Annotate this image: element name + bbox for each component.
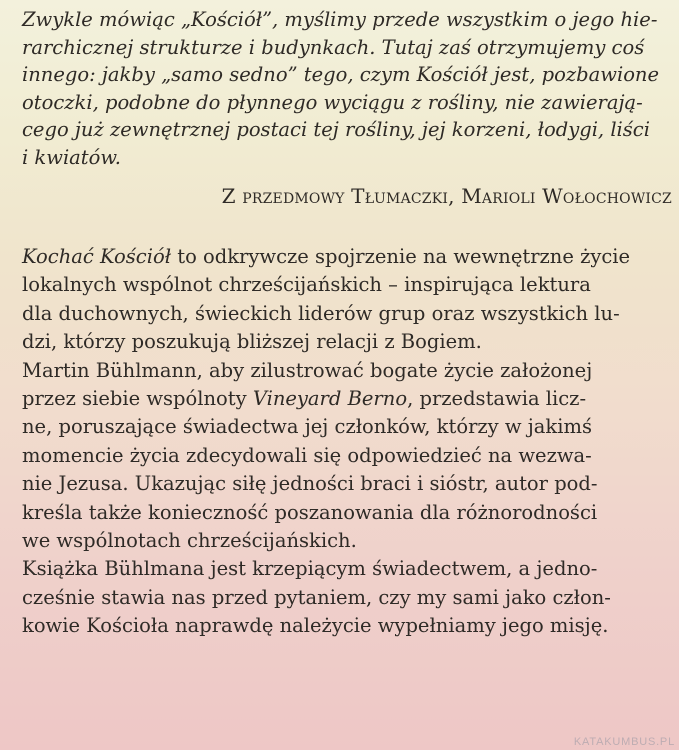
description-line: Książka Bühlmana jest krzepiącym świadectwem, a jedno- <box>22 557 598 581</box>
description-line: dla duchownych, świeckich liderów grup oraz wszystkich lu- <box>22 301 620 325</box>
description-line: nie Jezusa. Ukazując siłę jedności braci i sióstr, autor pod- <box>22 472 598 496</box>
description-text: przez siebie wspólnoty <box>22 387 253 411</box>
quote-line: innego: jakby „samo sedno” tego, czym Kościół jest, pozbawione <box>22 63 660 86</box>
back-cover-text <box>22 6 672 641</box>
description-line: momencie życia zdecydowali się odpowiedzieć na wezwa- <box>22 443 592 467</box>
watermark: KATAKUMBUS.PL <box>573 736 675 748</box>
quote-line: Zwykle mówiąc „Kościół”, myślimy przede wszystkim o jego hie- <box>22 8 658 31</box>
description-line: cześnie stawia nas przed pytaniem, czy my sami jako człon- <box>22 585 611 609</box>
quote-line: rarchicznej strukturze i budynkach. Tutaj zaś otrzymujemy coś <box>22 35 645 59</box>
quote-line: otoczki, podobne do płynnego wyciągu z rośliny, nie zawierają- <box>22 90 643 114</box>
book-title: Kochać Kościół <box>22 245 172 268</box>
description-line <box>22 243 662 271</box>
quote-line: cego już zewnętrznej postaci tej rośliny, jej korzeni, łodygi, liści <box>22 118 650 141</box>
quote-line: i kwiatów. <box>22 145 121 169</box>
description-line: kowie Kościoła naprawdę należycie wypełniamy jego misję. <box>22 614 609 638</box>
description-text: to odkrywcze spojrzenie na wewnętrzne życie <box>171 245 631 268</box>
quote-attribution: Z przedmowy Tłumaczki, Marioli Wołochowicz <box>221 184 672 208</box>
preface-quote <box>22 6 662 171</box>
community-name: Vineyard Berno <box>252 387 408 411</box>
description-line: lokalnych wspólnot chrześcijańskich – inspirująca lektura <box>22 273 591 297</box>
description-line: ne, poruszające świadectwa jej członków, którzy w jakimś <box>22 415 592 439</box>
description-line: dzi, którzy poszukują bliższej relacji z Bogiem. <box>22 330 482 354</box>
description-line: we wspólnotach chrześcijańskich. <box>22 529 357 553</box>
book-description <box>22 243 662 641</box>
description-line: kreśla także konieczność poszanowania dla różnorodności <box>22 500 598 524</box>
description-line <box>22 385 662 413</box>
description-text: , przedstawia licz- <box>407 387 587 411</box>
description-line: Martin Bühlmann, aby zilustrować bogate życie założonej <box>22 358 593 382</box>
